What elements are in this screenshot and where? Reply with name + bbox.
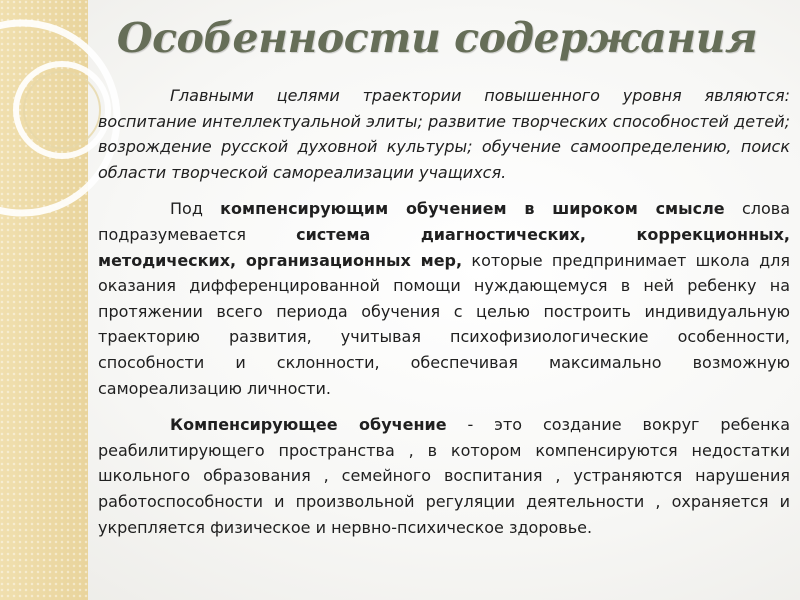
term-compensating-education: Компенсирующее обучение <box>170 415 447 435</box>
slide-content <box>98 83 790 551</box>
decorative-side-band <box>0 0 88 600</box>
paragraph-rest-text: которые предпринимает школа для оказания дифференцированной помощи нуждающемуся в ней ребенку на протяжении всего периода обучения с целью построить индивидуальную траекторию развития, учитывая психофизиологические особенности, способности и склонности, обеспечивая максимально возможную самореализацию личности. <box>98 250 791 398</box>
paragraph-goals: Главными целями траектории повышенного уровня являются: воспитание интеллектуальной элиты; развитие творческих способностей детей; возрождение русской духовной культуры; обучение самоопределению, поиск области творческой самореализации учащихся. <box>98 86 790 182</box>
term-compensating-learning: компенсирующим обучением в широком смысле <box>220 199 725 219</box>
paragraph-compensating-description <box>98 412 790 540</box>
paragraph-mid-text: слова подразумевается <box>98 199 791 244</box>
paragraph-compensating-definition <box>98 196 790 401</box>
paragraph-intro-text: Под <box>170 199 221 219</box>
paragraph-description-text: - это создание вокруг ребенка реабилитирующего пространства , в котором компенсируются недостатки школьного образования , семейного воспитания , устраняются нарушения работоспособности и произвольной регуляции деятельности , охраняется и укрепляется физическое и нервно-психическое здоровье. <box>98 415 791 537</box>
term-measures-system: система диагностических, коррекционных, методических, организационных мер, <box>98 224 790 270</box>
slide-title: Особенности содержания <box>116 14 758 62</box>
